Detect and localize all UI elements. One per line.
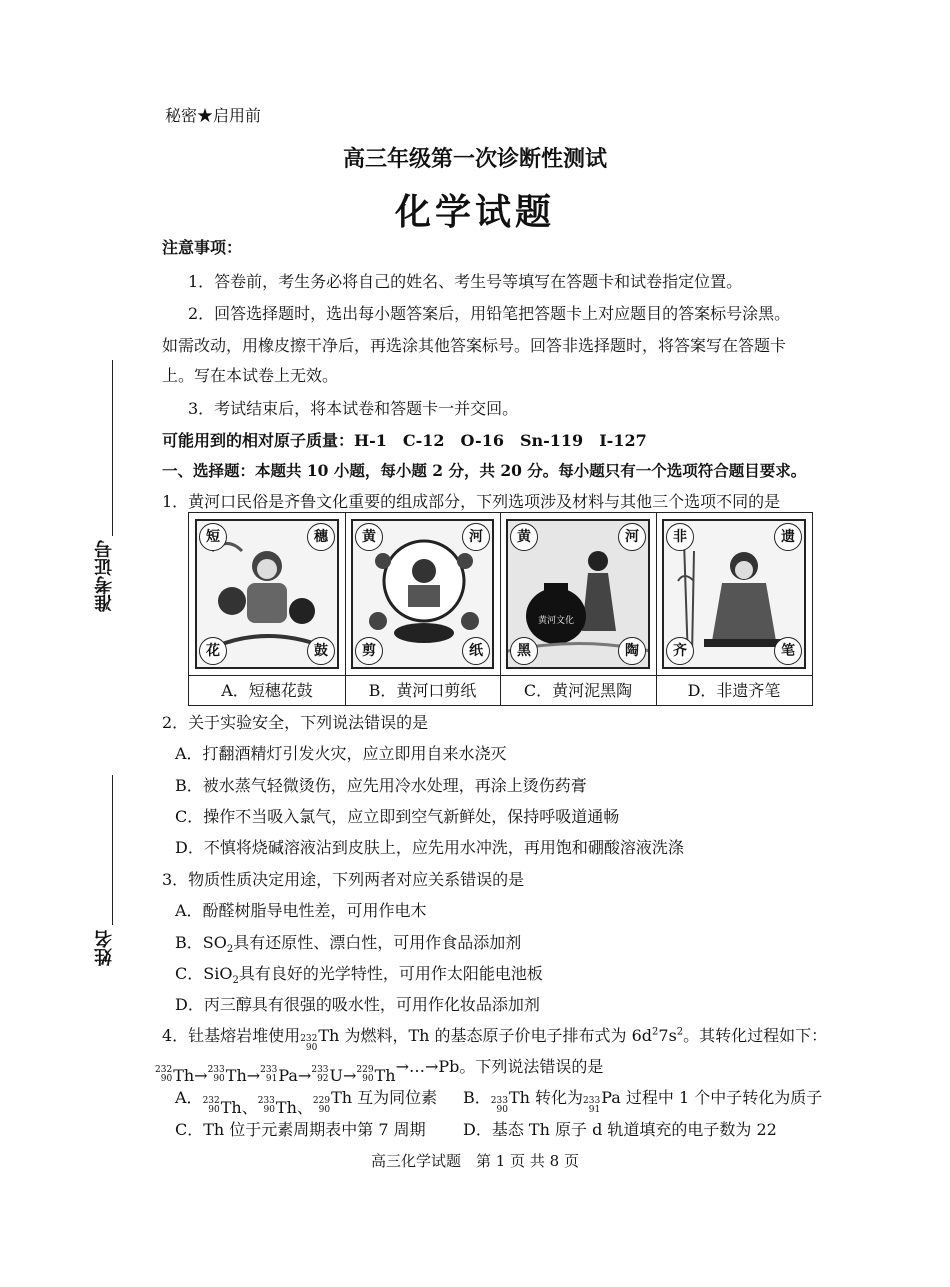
- q4-a-label: A．: [175, 1088, 203, 1107]
- corner-char: 黑: [510, 637, 538, 665]
- page-footer: 高三化学试题 第 1 页 共 8 页: [371, 1152, 579, 1170]
- q1-image-table: [188, 512, 813, 706]
- drum-dance-picture: [195, 519, 339, 669]
- q4-config-d: 2: [652, 1026, 659, 1038]
- q2-stem: 2．关于实验安全，下列说法错误的是: [162, 713, 429, 732]
- q4-b-post: Pa 过程中 1 个中子转化为质子: [601, 1088, 823, 1107]
- brush-pen-picture: [662, 519, 806, 669]
- q3-option-b: [175, 930, 521, 955]
- q3-c-post: 具有良好的光学特性，可用作太阳能电池板: [238, 964, 543, 983]
- q3-option-a: A．酚醛树脂导电性差，可用作电木: [175, 901, 427, 920]
- name-label: 姓名: [94, 930, 115, 966]
- exam-id-line: [112, 360, 113, 536]
- q4-stem: [162, 1023, 827, 1053]
- exam-title: 高三年级第一次诊断性测试: [342, 146, 607, 172]
- picture-a: [189, 513, 346, 675]
- corner-char: 笔: [774, 637, 802, 665]
- corner-char: 鼓: [307, 637, 335, 665]
- caption-b: B．黄河口剪纸: [345, 675, 501, 706]
- q2-option-d: D．不慎将烧碱溶液沾到皮肤上，应先用水冲洗，再用饱和硼酸溶液洗涤: [175, 838, 684, 857]
- q4-option-c: C．Th 位于元素周期表中第 7 周期: [175, 1120, 426, 1139]
- corner-char: 齐: [666, 637, 694, 665]
- confidential-mark: 秘密★启用前: [165, 106, 262, 125]
- corner-char: 陶: [618, 637, 646, 665]
- corner-char: 黄: [510, 523, 538, 551]
- notice-item-1: 1．答卷前，考生务必将自己的姓名、考生号等填写在答题卡和试卷指定位置。: [188, 272, 743, 291]
- corner-char: 短: [199, 523, 227, 551]
- subject-title: 化学试题: [394, 191, 555, 233]
- notice-heading: 注意事项：: [162, 238, 243, 257]
- picture-b: [345, 513, 501, 675]
- q2-option-c: C．操作不当吸入氯气，应立即到空气新鲜处，保持呼吸道通畅: [175, 807, 620, 826]
- caption-c: C．黄河泥黑陶: [500, 675, 657, 706]
- q4-stem-post: 。其转化过程如下：: [683, 1026, 828, 1045]
- notice-item-2: 2．回答选择题时，选出每小题答案后，用铅笔把答题卡上对应题目的答案标号涂黑。: [188, 304, 791, 323]
- black-pottery-picture: [506, 519, 650, 669]
- q3-option-d: D．丙三醇具有很强的吸水性，可用作化妆品添加剂: [175, 995, 540, 1014]
- q3-c-sub: 2: [232, 975, 239, 987]
- q3-b-pre: B．SO: [175, 933, 227, 952]
- q4-option-b: B． 233 90 Th 转化为 233 91 Pa 过程中 1 个中子转化为质子: [463, 1088, 823, 1115]
- caption-d: D．非遗齐笔: [656, 675, 812, 706]
- notice-item-2-cont: 如需改动，用橡皮擦干净后，再选涂其他答案标号。回答非选择题时，将答案写在答题卡: [162, 336, 787, 355]
- q1-stem: 1．黄河口民俗是齐鲁文化重要的组成部分，下列选项涉及材料与其他三个选项不同的是: [162, 492, 781, 511]
- q4-option-a: A． 232 90 Th、 233 90 Th、 229 90 Th 互为同位素: [175, 1088, 438, 1117]
- section-heading: 一、选择题：本题共 10 小题，每小题 2 分，共 20 分。每小题只有一个选项符合题目要求。: [162, 461, 807, 480]
- th232-nuclide: 232 90: [300, 1034, 318, 1053]
- q3-c-pre: C．SiO: [175, 964, 233, 983]
- atomic-mass-line: 可能用到的相对原子质量：H-1 C-12 O-16 Sn-119 I-127: [162, 431, 647, 450]
- corner-char: 遗: [774, 523, 802, 551]
- q4-config-s-sup: 2: [676, 1026, 684, 1038]
- q2-option-a: A．打翻酒精灯引发火灾，应立即用自来水浇灭: [175, 744, 507, 763]
- picture-c: [500, 513, 657, 675]
- corner-char: 非: [666, 523, 694, 551]
- q4-b-mid: Th 转化为: [508, 1088, 584, 1107]
- corner-char: 河: [618, 523, 646, 551]
- paper-cut-picture: [351, 519, 494, 669]
- pot-label: 黄河文化: [538, 616, 575, 626]
- q4-config-s: 7s: [658, 1026, 677, 1045]
- q2-option-b: B．被水蒸气轻微烫伤，应先用冷水处理，再涂上烫伤药膏: [175, 776, 587, 795]
- q3-stem: 3．物质性质决定用途，下列两者对应关系错误的是: [162, 870, 525, 889]
- exam-id-label: 准考证号: [94, 540, 115, 612]
- name-line: [112, 775, 113, 925]
- notice-item-2-end: 上。写在本试卷上无效。: [162, 366, 339, 385]
- q4-stem-mid: Th 为燃料，Th 的基态原子价电子排布式为 6d: [318, 1026, 653, 1045]
- corner-char: 剪: [355, 637, 383, 665]
- corner-char: 花: [199, 637, 227, 665]
- corner-char: 纸: [462, 637, 490, 665]
- q3-b-post: 具有还原性、漂白性，可用作食品添加剂: [233, 933, 522, 952]
- q3-option-c: [175, 961, 543, 986]
- q3-b-sub: 2: [226, 944, 234, 956]
- notice-item-3: 3．考试结束后，将本试卷和答题卡一并交回。: [188, 399, 519, 418]
- picture-d: [656, 513, 812, 675]
- corner-char: 黄: [355, 523, 383, 551]
- q4-b-label: B．: [463, 1088, 491, 1107]
- q4-chain-tail: →…→Pb。下列说法错误的是: [395, 1057, 604, 1076]
- q4-stem-pre: 4．钍基熔岩堆使用: [162, 1026, 301, 1045]
- q4-option-d: D．基态 Th 原子 d 轨道填充的电子数为 22: [463, 1120, 777, 1139]
- caption-a: A．短穗花鼓: [189, 675, 346, 706]
- corner-char: 穗: [307, 523, 335, 551]
- q4-a-post: Th 互为同位素: [331, 1088, 438, 1107]
- q4-decay-chain: 232 90 Th→ 233 90 Th→ 233 91 Pa→ 233 92 U→ 229 90 Th→…→Pb。下列说法错误的是: [155, 1057, 604, 1085]
- corner-char: 河: [462, 523, 490, 551]
